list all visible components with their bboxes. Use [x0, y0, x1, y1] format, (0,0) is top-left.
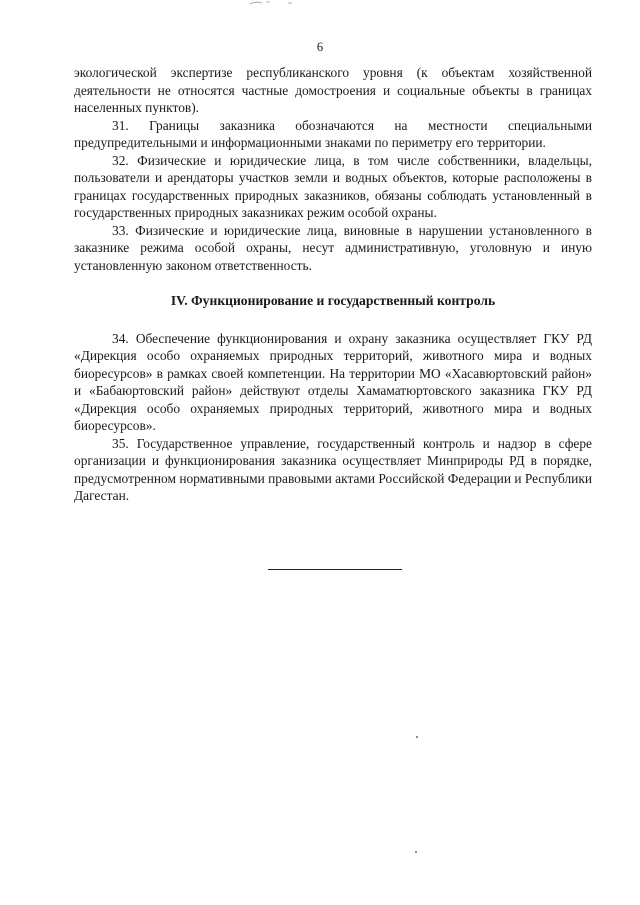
page-number: 6: [316, 40, 324, 54]
paragraph-35: 35. Государственное управление, государственный контроль и надзор в сфере организации и функционирования заказника осуществляет Минприроды РД в порядке, предусмотренном нормативными правовыми актами Российской Федерации и Республики Дагестан.: [74, 435, 593, 503]
paragraph-30-continuation: экологической экспертизе республиканского уровня (к объектам хозяйственной деятельности не относятся частные домостроения и социальные объекты в границах населенных пунктов).: [74, 65, 592, 115]
paragraph-31: 31. Границы заказника обозначаются на местности специальными предупредительными и информационными знаками по периметру его территории.: [74, 117, 592, 150]
section-heading: IV. Функционирование и государственный контроль: [170, 293, 496, 308]
paragraph-34: 34. Обеспечение функционирования и охрану заказника осуществляет ГКУ РД «Дирекция особо охраняемых природных территорий, животного мира и водных биоресурсов» в рамках своей компетенции. На территории МО «Хасавюртовский район» и «Бабаюртовский район» действуют отделы Хамаматюртовского заказника ГКУ РД «Дирекция особо охраняемых природных территорий, животного мира и водных биоресурсов».: [74, 330, 592, 433]
document-body: [74, 64, 592, 505]
scan-speck: [416, 736, 418, 738]
end-divider-line: [268, 569, 402, 570]
scan-artifact: [248, 0, 308, 6]
scan-speck: [415, 851, 417, 853]
paragraph-32: 32. Физические и юридические лица, в том числе собственники, владельцы, пользователи и арендаторы участков земли и водных объектов, которые расположены в границах государственных природных заказников, обязаны соблюдать установленный в государственных природных заказниках режим особой охраны.: [74, 152, 592, 220]
paragraph-33: 33. Физические и юридические лица, виновные в нарушении установленного в заказнике режима особой охраны, несут административную, уголовную и иную установленную законом ответственность.: [74, 222, 592, 273]
